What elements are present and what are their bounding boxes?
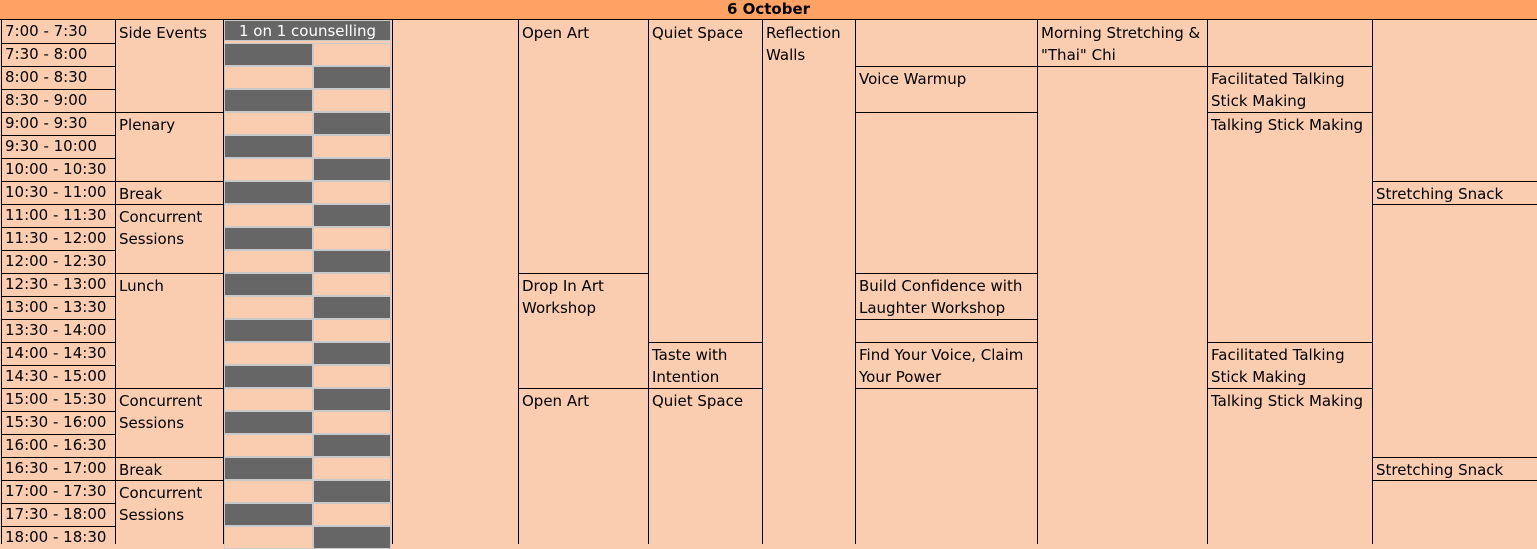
time-label: 13:30 - 14:00 bbox=[5, 321, 107, 339]
grid-line bbox=[648, 342, 762, 343]
counselling-slot bbox=[224, 204, 313, 227]
grid-line bbox=[392, 20, 393, 544]
counselling-slot bbox=[224, 434, 313, 457]
counselling-slot bbox=[224, 158, 313, 181]
grid-line bbox=[115, 112, 223, 113]
counselling-slot bbox=[224, 66, 313, 89]
counselling-slot bbox=[224, 181, 313, 204]
grid-line bbox=[1, 526, 115, 527]
open-art-am-cell: Open Art bbox=[522, 24, 590, 42]
time-label: 14:00 - 14:30 bbox=[5, 344, 107, 362]
grid-line bbox=[1, 319, 115, 320]
counselling-slot bbox=[313, 204, 391, 227]
counselling-slot bbox=[313, 250, 391, 273]
time-label: 12:00 - 12:30 bbox=[5, 252, 107, 270]
counselling-slot bbox=[224, 43, 313, 66]
grid-line bbox=[1, 480, 115, 481]
time-label: 7:00 - 7:30 bbox=[5, 22, 88, 40]
time-label: 11:00 - 11:30 bbox=[5, 206, 107, 224]
counselling-slot bbox=[224, 250, 313, 273]
grid-line bbox=[1, 388, 115, 389]
counselling-slot bbox=[313, 319, 391, 342]
laughter-workshop-cell: Build Confidence with Laughter Workshop bbox=[859, 277, 1023, 317]
grid-line bbox=[1, 227, 115, 228]
grid-line bbox=[518, 20, 519, 544]
grid-line bbox=[855, 319, 1037, 320]
counselling-slot bbox=[313, 503, 391, 526]
time-label: 9:00 - 9:30 bbox=[5, 114, 88, 132]
counselling-slot bbox=[224, 296, 313, 319]
counselling-slot bbox=[313, 457, 391, 480]
time-label: 9:30 - 10:00 bbox=[5, 137, 97, 155]
counselling-slot bbox=[313, 89, 391, 112]
taste-cell: Taste with Intention bbox=[652, 346, 728, 386]
break-am-cell: Break bbox=[119, 185, 163, 203]
grid-line bbox=[762, 20, 763, 544]
concurrent-pm-cell: Concurrent Sessions bbox=[119, 392, 203, 432]
time-label: 14:30 - 15:00 bbox=[5, 367, 107, 385]
grid-line bbox=[1207, 20, 1208, 544]
counselling-slot bbox=[313, 411, 391, 434]
time-label: 17:00 - 17:30 bbox=[5, 482, 107, 500]
find-your-voice-cell: Find Your Voice, Claim Your Power bbox=[859, 346, 1024, 386]
counselling-slot bbox=[313, 66, 391, 89]
grid-line bbox=[115, 20, 116, 544]
grid-line bbox=[1, 457, 115, 458]
counselling-slot bbox=[313, 526, 391, 549]
counselling-slot bbox=[313, 296, 391, 319]
grid-line bbox=[855, 273, 1037, 274]
grid-line bbox=[115, 273, 223, 274]
grid-line bbox=[1, 250, 115, 251]
grid-line bbox=[1, 89, 115, 90]
grid-line bbox=[1372, 480, 1537, 481]
time-label: 15:00 - 15:30 bbox=[5, 390, 107, 408]
grid-line bbox=[1, 411, 115, 412]
date-header: 6 October bbox=[0, 0, 1537, 20]
counselling-slot bbox=[224, 319, 313, 342]
side-events-cell: Side Events bbox=[119, 24, 207, 42]
time-label: 18:00 - 18:30 bbox=[5, 528, 107, 546]
grid-line bbox=[1207, 112, 1372, 113]
time-label: 16:00 - 16:30 bbox=[5, 436, 107, 454]
talking-stick-am-cell: Talking Stick Making bbox=[1211, 116, 1363, 134]
grid-line bbox=[855, 112, 1037, 113]
grid-line bbox=[1, 434, 115, 435]
time-label: 8:30 - 9:00 bbox=[5, 91, 88, 109]
counselling-slot bbox=[224, 227, 313, 250]
grid-line bbox=[115, 457, 223, 458]
counselling-slot bbox=[224, 342, 313, 365]
grid-line bbox=[1207, 342, 1372, 343]
counselling-slot bbox=[224, 457, 313, 480]
talking-stick-fac-pm-cell: Facilitated Talking Stick Making bbox=[1211, 346, 1345, 386]
grid-line bbox=[1372, 457, 1537, 458]
time-label: 10:00 - 10:30 bbox=[5, 160, 107, 178]
stretch-snack-pm-cell: Stretching Snack bbox=[1376, 461, 1504, 479]
grid-line bbox=[1, 135, 115, 136]
talking-stick-pm-cell: Talking Stick Making bbox=[1211, 392, 1363, 410]
grid-line bbox=[1, 158, 115, 159]
counselling-slot bbox=[313, 181, 391, 204]
counselling-slot bbox=[313, 158, 391, 181]
drop-in-art-cell: Drop In Art Workshop bbox=[522, 277, 604, 317]
counselling-slot bbox=[224, 273, 313, 296]
voice-warmup-cell: Voice Warmup bbox=[859, 70, 967, 88]
grid-line bbox=[1, 273, 115, 274]
counselling-slot bbox=[224, 135, 313, 158]
grid-line bbox=[518, 273, 648, 274]
grid-line bbox=[1372, 204, 1537, 205]
time-label: 16:30 - 17:00 bbox=[5, 459, 107, 477]
time-label: 17:30 - 18:00 bbox=[5, 505, 107, 523]
morning-stretching-cell: Morning Stretching & "Thai" Chi bbox=[1041, 24, 1201, 64]
grid-line bbox=[1, 112, 115, 113]
grid-line bbox=[115, 480, 223, 481]
time-label: 10:30 - 11:00 bbox=[5, 183, 107, 201]
reflection-walls-cell: Reflection Walls bbox=[766, 24, 841, 64]
concurrent-am-cell: Concurrent Sessions bbox=[119, 208, 203, 248]
counselling-slot bbox=[313, 434, 391, 457]
grid-line bbox=[1037, 20, 1038, 544]
time-label: 15:30 - 16:00 bbox=[5, 413, 107, 431]
counselling-slot bbox=[224, 503, 313, 526]
grid-line bbox=[115, 388, 223, 389]
grid-line bbox=[1, 43, 115, 44]
counselling-slot bbox=[313, 43, 391, 66]
quiet-space-pm-cell: Quiet Space bbox=[652, 392, 744, 410]
break-pm-cell: Break bbox=[119, 461, 163, 479]
counselling-slot bbox=[224, 388, 313, 411]
grid-line bbox=[1, 296, 115, 297]
time-label: 13:00 - 13:30 bbox=[5, 298, 107, 316]
quiet-space-am-cell: Quiet Space bbox=[652, 24, 744, 42]
grid-line bbox=[1, 342, 115, 343]
concurrent-eve-cell: Concurrent Sessions bbox=[119, 484, 203, 524]
grid-line bbox=[115, 204, 223, 205]
grid-line bbox=[648, 388, 762, 389]
grid-line bbox=[1372, 181, 1537, 182]
grid-line bbox=[115, 181, 223, 182]
grid-line bbox=[1, 66, 115, 67]
grid-line bbox=[223, 20, 224, 544]
grid-line bbox=[1207, 388, 1372, 389]
counselling-slot bbox=[313, 342, 391, 365]
counselling-slot bbox=[313, 365, 391, 388]
grid-line bbox=[855, 388, 1037, 389]
counselling-slot bbox=[313, 135, 391, 158]
counselling-slot bbox=[224, 526, 313, 549]
grid-line bbox=[1, 365, 115, 366]
grid-line bbox=[1, 204, 115, 205]
stretch-snack-am-cell: Stretching Snack bbox=[1376, 185, 1504, 203]
counselling-slot bbox=[313, 480, 391, 503]
counselling-slot bbox=[313, 388, 391, 411]
grid-line bbox=[855, 66, 1037, 67]
grid-line bbox=[518, 388, 648, 389]
open-art-pm-cell: Open Art bbox=[522, 392, 590, 410]
grid-line bbox=[1, 20, 2, 544]
counselling-slot bbox=[224, 411, 313, 434]
counselling-slot bbox=[224, 480, 313, 503]
time-label: 7:30 - 8:00 bbox=[5, 45, 88, 63]
grid-line bbox=[1372, 20, 1373, 544]
counselling-slot bbox=[224, 89, 313, 112]
time-label: 12:30 - 13:00 bbox=[5, 275, 107, 293]
grid-line bbox=[855, 342, 1037, 343]
counselling-slot bbox=[313, 112, 391, 135]
time-label: 11:30 - 12:00 bbox=[5, 229, 107, 247]
lunch-cell: Lunch bbox=[119, 277, 164, 295]
grid-line bbox=[1207, 66, 1372, 67]
counselling-header: 1 on 1 counselling bbox=[224, 20, 391, 41]
counselling-slot bbox=[313, 227, 391, 250]
grid-line bbox=[1, 181, 115, 182]
plenary-cell: Plenary bbox=[119, 116, 176, 134]
grid-line bbox=[855, 20, 856, 544]
counselling-slot bbox=[224, 112, 313, 135]
grid-line bbox=[1037, 66, 1207, 67]
counselling-slot bbox=[224, 365, 313, 388]
grid-line bbox=[1, 503, 115, 504]
time-label: 8:00 - 8:30 bbox=[5, 68, 88, 86]
counselling-slot bbox=[313, 273, 391, 296]
talking-stick-fac-am-cell: Facilitated Talking Stick Making bbox=[1211, 70, 1345, 110]
grid-line bbox=[648, 20, 649, 544]
